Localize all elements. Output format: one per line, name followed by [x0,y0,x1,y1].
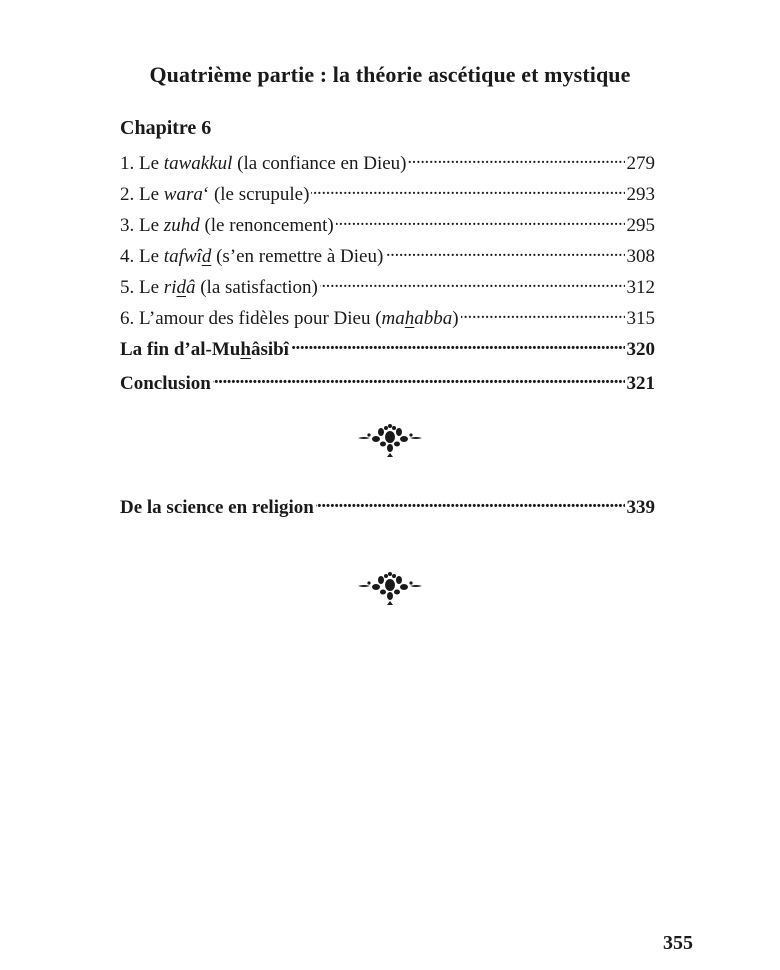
toc-section-entry: Conclusion . . . 321 [120,370,655,404]
leader-dots [291,336,625,355]
leader-dots [336,212,625,231]
chapter-title: Chapitre 6 [120,117,212,139]
toc-entry: 6. L’amour des fidèles pour Dieu (mahabba) . . . 315 [120,305,655,336]
toc-page-number: 339 [626,497,655,518]
leader-dots [320,274,625,293]
toc-chapter-6-list [120,150,655,404]
toc-entry: 3. Le zuhd (le renoncement) . . . 295 [120,212,655,243]
toc-entry: 5. Le ridâ (la satisfaction) . . . 312 [120,274,655,305]
leader-dots [385,243,624,262]
toc-entry: 2. Le wara‘ (le scrupule) . . . 293 [120,181,655,212]
leader-dots [408,150,624,169]
toc-page-number: 320 [626,339,655,360]
page-number: 355 [663,932,693,954]
toc-page-number: 312 [626,277,655,298]
fleuron-ornament-icon [0,571,780,610]
leader-dots [316,494,625,513]
toc-page-number: 279 [626,153,655,174]
part-title: Quatrième partie : la théorie ascétique et mystique [149,62,631,87]
leader-dots [213,370,625,389]
arabic-term: tawakkul [163,153,233,174]
arabic-term: ridâ [163,277,196,298]
leader-dots [461,305,625,324]
toc-final-list [120,494,655,528]
arabic-term: wara [163,184,203,205]
leader-dots [311,181,624,200]
toc-page-number: 295 [626,215,655,236]
toc-page-number: 321 [626,373,655,394]
fleuron-ornament-icon [0,423,780,462]
toc-page-number: 308 [626,246,655,267]
arabic-term: zuhd [163,215,200,236]
toc-section-entry: La fin d’al-Muhâsibî . . . 320 [120,336,655,370]
toc-entry: 1. Le tawakkul (la confiance en Dieu) . . . 279 [120,150,655,181]
arabic-term: mahabba [381,308,453,329]
toc-entry: 4. Le tafwîd (s’en remettre à Dieu) . . . 308 [120,243,655,274]
arabic-term: tafwîd [163,246,212,267]
toc-section-entry: De la science en religion . . . 339 [120,494,655,528]
toc-page-number: 293 [626,184,655,205]
toc-page-number: 315 [626,308,655,329]
